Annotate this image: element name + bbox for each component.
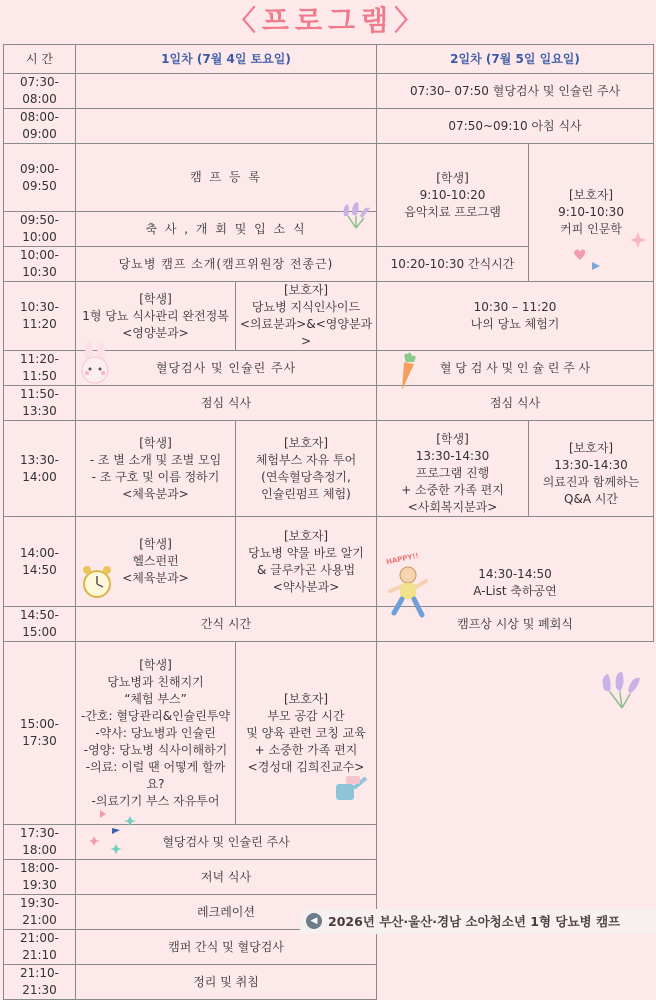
cell-line: 당뇨병 약물 바로 알기 xyxy=(248,545,364,560)
day1-cell: 캠퍼 간식 및 혈당검사 xyxy=(76,930,377,965)
cell-line: -영양: 당뇨병 식사이해하기 xyxy=(83,742,228,757)
header-row xyxy=(4,45,654,74)
cell-line: <체육분과> xyxy=(122,486,189,501)
carrot-icon xyxy=(392,350,422,392)
day1-cell: 저녁 식사 xyxy=(76,860,377,895)
day1-student-cell xyxy=(76,282,236,351)
cell-line: [학생] xyxy=(139,291,172,306)
cell-line: [학생] xyxy=(139,435,172,450)
clock-icon xyxy=(80,562,114,602)
cell-line: [학생] xyxy=(436,432,469,446)
time-cell: 08:00-09:00 xyxy=(4,109,76,144)
time-cell: 18:00-19:30 xyxy=(4,860,76,895)
day1-cell: 간식 시간 xyxy=(76,607,377,642)
cell-line: <영양분과> xyxy=(122,325,189,340)
cell-line: 체험부스 자유 투어 xyxy=(255,452,357,467)
cell-line: 의료진과 함께하는 xyxy=(542,474,640,489)
cell-line: [보호자] xyxy=(283,435,329,450)
cell-line: 13:30-14:30 xyxy=(554,457,628,472)
time-cell: 09:50-10:00 xyxy=(4,212,76,247)
time-cell: 14:50-15:00 xyxy=(4,607,76,642)
cell-line: 요? xyxy=(146,776,165,791)
cell-line: [보호자] xyxy=(568,188,614,202)
time-cell: 21:10-21:30 xyxy=(4,965,76,1000)
day2-cell: 점심 식사 xyxy=(377,386,654,421)
cell-line: <의료분과>&<영양분과> xyxy=(239,317,373,348)
cell-line: <경성대 김희진교수> xyxy=(247,759,365,774)
time-cell: 15:00-17:30 xyxy=(4,642,76,825)
time-cell: 17:30-18:00 xyxy=(4,825,76,860)
happy-text: HAPPY!! xyxy=(385,551,420,567)
time-cell: 11:50-13:30 xyxy=(4,386,76,421)
time-cell: 21:00-21:10 xyxy=(4,930,76,965)
footer-text: 2026년 부산·울산·경남 소아청소년 1형 당뇨병 캠프 xyxy=(328,914,621,929)
day1-guardian-cell xyxy=(236,517,377,607)
cell-line: -의료: 이럴 땐 어떻게 할까 xyxy=(85,759,226,774)
cell-line: 10:30 – 11:20 xyxy=(473,300,557,314)
cell-line: [보호자] xyxy=(568,440,614,455)
sparkle-icon xyxy=(566,222,648,282)
cell-line: - 조 별 소개 및 조별 모임 xyxy=(89,452,222,467)
cell-line: & 글루카곤 사용법 xyxy=(256,562,356,577)
schedule-table xyxy=(3,44,654,1000)
day1-cell: 혈당검사 및 인슐린 주사 xyxy=(76,351,377,386)
day2-student-cell xyxy=(377,144,529,247)
cell-line: 1형 당뇨 식사관리 완전정복 xyxy=(82,308,229,323)
time-cell: 14:00-14:50 xyxy=(4,517,76,607)
header-day1: 1일차 (7월 4일 토요일) xyxy=(76,45,377,74)
day1-cell: 레크레이션 xyxy=(76,895,377,930)
cell-line: 커피 인문학 xyxy=(560,222,622,236)
time-cell: 11:20-11:50 xyxy=(4,351,76,386)
time-cell: 10:30-11:20 xyxy=(4,282,76,351)
cell-line: 헬스펀펀 xyxy=(132,554,179,568)
table-row xyxy=(4,144,654,212)
cell-line: + 소중한 가족 편지 xyxy=(254,742,358,757)
day2-cell xyxy=(377,282,654,351)
caret-left-icon: ◀ xyxy=(306,913,322,929)
cell-line: 13:30-14:30 xyxy=(415,449,490,463)
cell-line: - 조 구호 및 이름 정하기 xyxy=(91,469,220,484)
cell-line: A-List 축하공연 xyxy=(473,584,557,598)
watering-can-icon xyxy=(330,772,370,808)
table-row xyxy=(4,607,654,642)
cell-line: 당뇨병 지식인사이드 xyxy=(251,300,361,314)
table-row xyxy=(4,109,654,144)
cell-line: [보호자] xyxy=(283,283,329,297)
table-row xyxy=(4,421,654,517)
cell-line: 인슐린펌프 체험) xyxy=(261,486,351,501)
cell-line: -약사: 당뇨병과 인슐린 xyxy=(95,725,216,740)
header-day2: 2일차 (7월 5일 일요일) xyxy=(377,45,654,74)
cell-line: 음악치료 프로그램 xyxy=(404,204,501,219)
page-title: 〈프로그램〉 xyxy=(227,4,429,37)
day2-cell: 캠프상 시상 및 폐회식 xyxy=(377,607,654,642)
day1-cell: 점심 식사 xyxy=(76,386,377,421)
time-cell: 09:00-09:50 xyxy=(4,144,76,212)
table-row xyxy=(4,74,654,109)
time-cell: 07:30-08:00 xyxy=(4,74,76,109)
cell-line: 9:10-10:30 xyxy=(558,205,624,219)
day2-cell: 혈 당 검 사 및 인 슐 린 주 사 xyxy=(377,351,654,386)
cell-line: + 소중한 가족 편지 xyxy=(401,483,504,497)
day1-cell: 정리 및 취침 xyxy=(76,965,377,1000)
day1-guardian-cell xyxy=(236,421,377,517)
cell-line: -간호: 혈당관리&인슐린투약 xyxy=(80,708,231,723)
day1-cell: 혈당검사 및 인슐린 주사 xyxy=(76,825,377,860)
flower-icon xyxy=(600,670,646,710)
day2-student-cell xyxy=(377,421,529,517)
cell-line: [학생] xyxy=(139,657,172,672)
time-cell: 19:30-21:00 xyxy=(4,895,76,930)
flower-icon xyxy=(340,200,374,230)
cell-line: 및 양육 관련 코칭 교육 xyxy=(246,725,366,740)
day1-cell: 캠 프 등 록 xyxy=(76,144,377,212)
cell-line: 부모 공감 시간 xyxy=(267,708,345,723)
cell-line: 나의 당뇨 체험기 xyxy=(470,317,560,331)
running-kid-icon xyxy=(386,565,432,619)
day2-guardian-cell xyxy=(529,421,654,517)
bunny-icon xyxy=(78,342,112,386)
confetti-icon xyxy=(90,808,140,854)
day2-cell: 07:30– 07:50 혈당검사 및 인슐린 주사 xyxy=(377,74,654,109)
cell-line: [보호자] xyxy=(283,528,329,543)
cell-line: -의료기기 부스 자유투어 xyxy=(91,793,220,808)
cell-line: “체험 부스” xyxy=(124,691,187,706)
cell-line: Q&A 시간 xyxy=(564,491,619,506)
cell-line: <체육분과> xyxy=(122,571,189,585)
time-cell: 10:00-10:30 xyxy=(4,247,76,282)
day1-cell: 축 사 , 개 회 및 입 소 식 xyxy=(76,212,377,247)
cell-line: 9:10-10:20 xyxy=(419,187,486,202)
cell-line: [학생] xyxy=(139,537,172,551)
header-time: 시 간 xyxy=(4,45,76,74)
cell-line: <사회복지분과> xyxy=(407,500,498,514)
day2-cell: 10:20-10:30 간식시간 xyxy=(377,247,529,282)
cell-line: 프로그램 진행 xyxy=(415,466,490,480)
time-cell: 13:30-14:00 xyxy=(4,421,76,517)
cell-line: 당뇨병과 친해지기 xyxy=(107,674,204,689)
day1-cell: 당뇨병 캠프 소개(캠프위원장 전종근) xyxy=(76,247,377,282)
cell-line: (연속혈당측정기, xyxy=(261,469,351,484)
table-row xyxy=(4,386,654,421)
day1-cell xyxy=(76,74,377,109)
day1-student-cell xyxy=(76,642,236,825)
day1-student-cell xyxy=(76,421,236,517)
table-row xyxy=(4,642,654,825)
day2-cell: 07:50~09:10 아침 식사 xyxy=(377,109,654,144)
cell-line: [학생] xyxy=(436,170,469,185)
table-row xyxy=(4,282,654,351)
cell-line: 14:30-14:50 xyxy=(478,567,552,581)
day1-guardian-cell xyxy=(236,282,377,351)
day1-cell xyxy=(76,109,377,144)
cell-line: [보호자] xyxy=(283,691,329,706)
cell-line: <약사분과> xyxy=(272,579,340,594)
